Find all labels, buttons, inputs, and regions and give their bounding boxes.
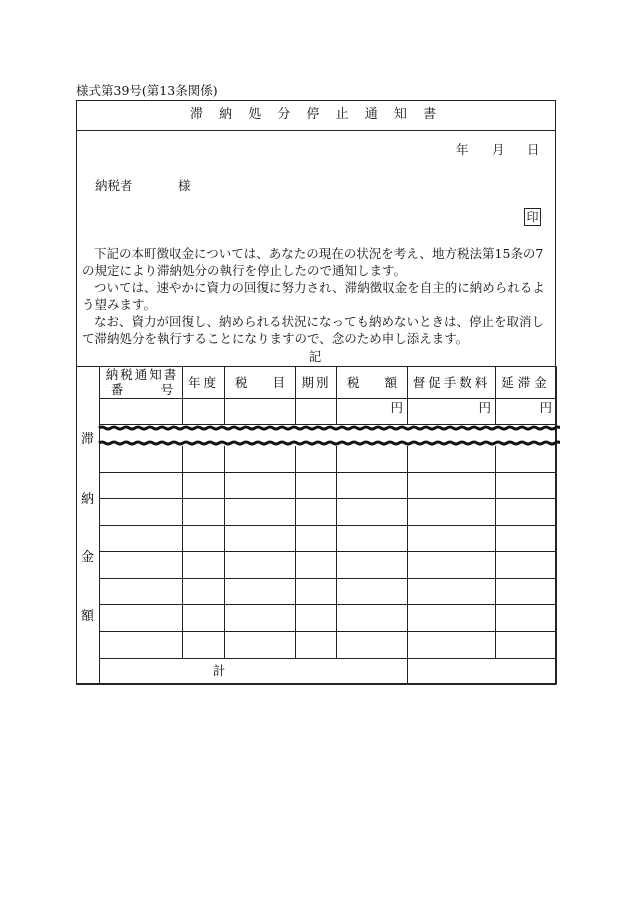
header-tax-amount: 税 額 (346, 375, 398, 390)
unit-yen-fee: 円 (478, 400, 491, 415)
side-label-char-3: 金 (80, 550, 95, 565)
arrears-table (76, 366, 560, 686)
document-title: 滞 納 処 分 停 止 通 知 書 (76, 100, 556, 131)
side-label-char-1: 滞 (80, 432, 95, 447)
header-notice-number-line1: 納税通知書 (105, 367, 179, 382)
header-notice-number-line2: 番 号 (110, 382, 174, 397)
seal-mark: 印 (524, 208, 541, 226)
header-fiscal-year: 年度 (187, 375, 220, 390)
header-tax-item: 税 目 (234, 375, 286, 390)
paragraph-3: なお、資力が回復し、納められる状況になっても納めないときは、停止を取消して滞納処分を執行することになりますので、念のため申し添えます。 (82, 314, 545, 346)
form-label: 様式第39号(第13条関係) (76, 83, 218, 98)
header-period: 期別 (301, 375, 331, 390)
honorific: 様 (178, 178, 191, 193)
header-late-fee: 延滞金 (501, 375, 551, 390)
side-label-char-2: 納 (80, 492, 95, 507)
notice-body (82, 245, 552, 347)
paragraph-1: 下記の本町徴収金については、あなたの現在の状況を考え、地方税法第15条の7の規定により滞納処分の執行を停止したので通知します。 (82, 246, 544, 278)
header-reminder-fee: 督促手数料 (412, 375, 491, 390)
date-year: 年 (456, 142, 469, 157)
date-month: 月 (492, 142, 505, 157)
ki-heading: 記 (308, 349, 322, 364)
date-day: 日 (527, 142, 540, 157)
unit-yen-late: 円 (539, 400, 552, 415)
unit-yen-tax: 円 (390, 400, 403, 415)
total-label: 計 (212, 663, 226, 678)
taxpayer-label: 納税者 (95, 178, 133, 193)
side-label-char-4: 額 (80, 609, 95, 624)
paragraph-2: ついては、速やかに資力の回復に努力され、滞納徴収金を自主的に納められるよう望みます。 (82, 280, 545, 312)
